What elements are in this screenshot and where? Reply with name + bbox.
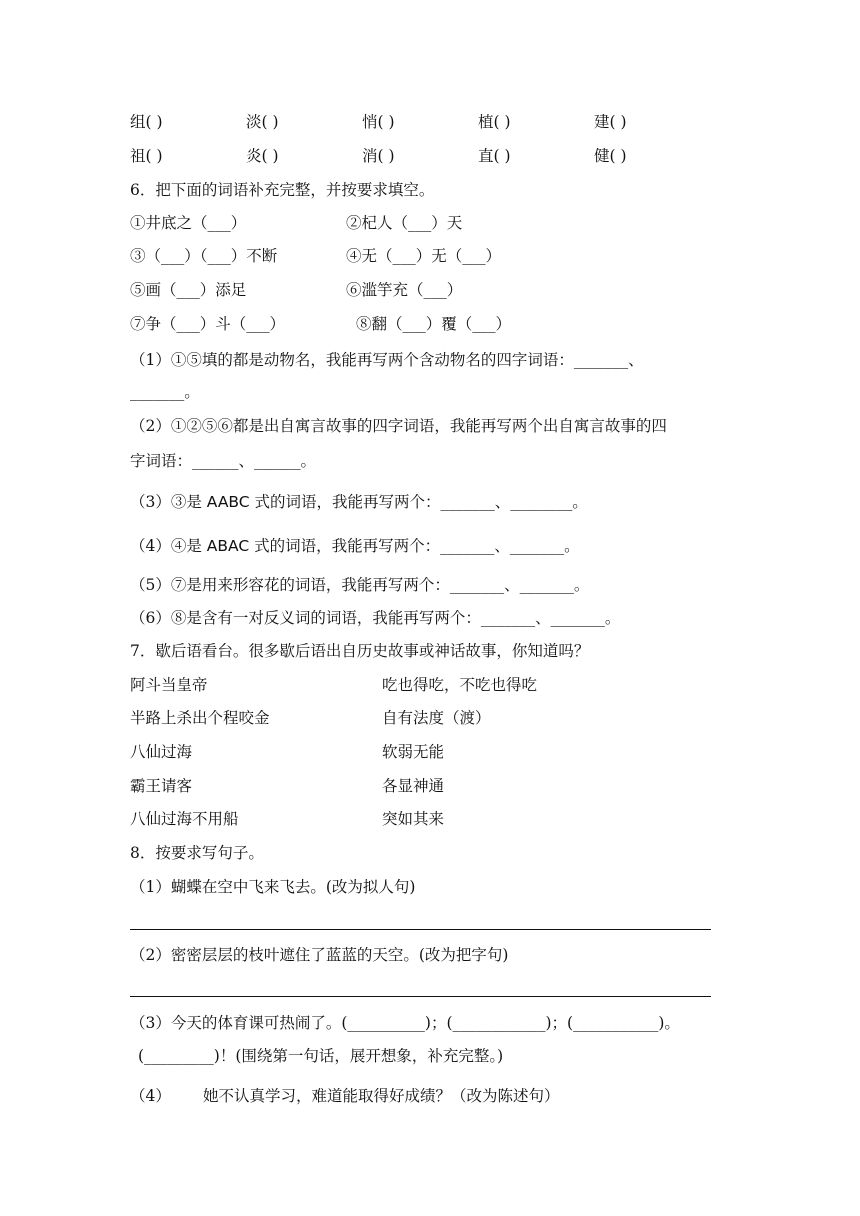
q6-sub5: （5）⑦是用来形容花的词语，我能再写两个：_______、_______。 <box>130 576 590 594</box>
q8-title: 8．按要求写句子。 <box>130 844 264 862</box>
q6-sub3-prefix: （3）③是 <box>130 493 207 511</box>
q6-sub3 <box>130 492 588 512</box>
q8-s1-answer-line <box>130 929 711 930</box>
q5-char-10: 健( ) <box>594 147 627 165</box>
q6-sub1-line1: （1）①⑤填的都是动物名，我能再写两个含动物名的四字词语：_______、 <box>130 351 644 369</box>
q5-char-4: 植( ) <box>478 113 511 131</box>
q6-sub2-line1: （2）①②⑤⑥都是出自寓言故事的四字词语，我能再写两个出自寓言故事的四 <box>130 417 667 435</box>
q5-char-1: 组( ) <box>130 113 163 131</box>
q7-right-3: 软弱无能 <box>382 743 445 761</box>
q6-item-1: ①井底之（___） <box>130 214 247 232</box>
q6-item-5: ⑤画（___）添足 <box>130 281 247 299</box>
q7-left-2: 半路上杀出个程咬金 <box>130 709 270 727</box>
q7-right-1: 吃也得吃，不吃也得吃 <box>382 676 538 694</box>
q6-sub6: （6）⑧是含有一对反义词的词语，我能再写两个：_______、_______。 <box>130 609 621 627</box>
q6-item-4: ④无（___）无（___） <box>346 247 502 265</box>
q5-char-7: 炎( ) <box>246 147 279 165</box>
q6-sub4 <box>130 536 580 556</box>
q7-left-4: 霸王请客 <box>130 777 193 795</box>
q5-char-9: 直( ) <box>478 147 511 165</box>
q5-char-3: 悄( ) <box>362 113 395 131</box>
q6-item-2: ②杞人（___）天 <box>346 214 463 232</box>
q8-s4-number: （4） <box>130 1087 171 1105</box>
q5-char-8: 消( ) <box>362 147 395 165</box>
q7-right-5: 突如其来 <box>382 810 445 828</box>
q8-s1: （1）蝴蝶在空中飞来飞去。(改为拟人句) <box>130 878 416 896</box>
q7-right-4: 各显神通 <box>382 777 445 795</box>
q8-s2: （2）密密层层的枝叶遮住了蓝蓝的天空。(改为把字句) <box>130 946 509 964</box>
q7-left-1: 阿斗当皇帝 <box>130 676 208 694</box>
q6-sub3-pattern: AABC <box>206 493 250 511</box>
q6-sub1-line2: _______。 <box>130 383 200 401</box>
q5-char-5: 建( ) <box>594 113 627 131</box>
q5-char-2: 淡( ) <box>246 113 279 131</box>
q7-title: 7．歇后语看台。很多歇后语出自历史故事或神话故事，你知道吗？ <box>130 642 590 660</box>
q6-sub4-prefix: （4）④是 <box>130 537 207 555</box>
q6-sub4-pattern: ABAC <box>206 537 250 555</box>
q6-item-7: ⑦争（___）斗（___） <box>130 315 286 333</box>
q6-item-6: ⑥滥竽充（___） <box>346 281 463 299</box>
q6-item-3: ③（___）（___）不断 <box>130 247 278 265</box>
q6-title: 6．把下面的词语补充完整，并按要求填空。 <box>130 181 435 199</box>
q7-left-3: 八仙过海 <box>130 743 193 761</box>
q6-sub3-suffix: 式的词语，我能再写两个：_______、________。 <box>249 493 588 511</box>
q5-char-6: 祖( ) <box>130 147 163 165</box>
q6-sub4-suffix: 式的词语，我能再写两个：_______、_______。 <box>249 537 580 555</box>
q8-s3-line2: (_________)！(围绕第一句话，展开想象，补充完整。) <box>138 1047 504 1065</box>
q6-item-8: ⑧翻（___）覆（___） <box>356 315 512 333</box>
q8-s4-text: 她不认真学习，难道能取得好成绩？（改为陈述句） <box>203 1087 560 1105</box>
q8-s3-line1: （3）今天的体育课可热闹了。(__________)；(____________)；(___________)。 <box>130 1014 680 1032</box>
q7-left-5: 八仙过海不用船 <box>130 810 239 828</box>
q8-s2-answer-line <box>130 996 711 997</box>
q6-sub2-line2: 字词语：______、______。 <box>130 452 317 470</box>
q7-right-2: 自有法度（渡） <box>382 709 491 727</box>
